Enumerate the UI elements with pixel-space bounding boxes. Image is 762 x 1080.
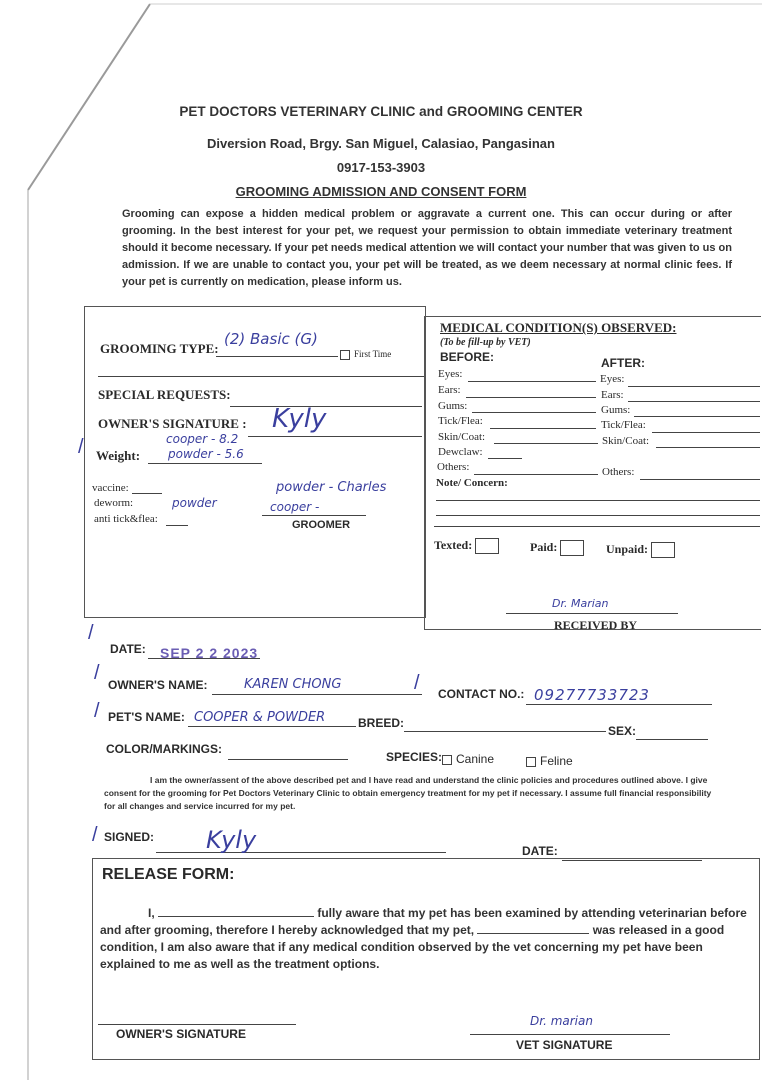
before-skin-label: Skin/Coat: — [438, 431, 486, 443]
owners-signature-label: OWNER'S SIGNATURE : — [98, 416, 247, 431]
before-others-line — [474, 474, 598, 475]
vet-signature-value[interactable]: Dr. marian — [530, 1014, 593, 1028]
owner-name-value[interactable]: KAREN CHONG — [244, 677, 342, 692]
owner-name-line — [212, 694, 422, 695]
breed-line — [404, 731, 606, 732]
species-label: SPECIES: — [386, 750, 443, 764]
canine-checkbox[interactable] — [442, 755, 452, 765]
vet-signature-line — [470, 1034, 670, 1035]
groomer-line — [262, 515, 366, 516]
note-line-2 — [436, 515, 760, 516]
feline-checkbox[interactable] — [526, 757, 536, 767]
unpaid-checkbox[interactable] — [651, 542, 675, 558]
medical-subtitle: (To be fill-up by VET) — [440, 337, 531, 348]
release-name-blank[interactable] — [158, 906, 314, 917]
release-paragraph — [100, 905, 750, 973]
weight-check-mark: / — [78, 436, 84, 458]
contact-label: CONTACT NO.: — [438, 687, 525, 701]
received-by-signature[interactable]: Dr. Marian — [552, 597, 609, 610]
after-others-label: Others: — [602, 466, 635, 478]
sex-line — [636, 739, 708, 740]
signed-line — [156, 852, 446, 853]
first-time-label: First Time — [354, 349, 392, 359]
owner-signature-label: OWNER'S SIGNATURE — [116, 1027, 246, 1041]
signed-check-mark: / — [92, 824, 98, 846]
date-check-mark: / — [88, 622, 94, 644]
before-ears-label: Ears: — [438, 384, 461, 396]
paid-field[interactable] — [530, 540, 584, 556]
note-concern-label: Note/ Concern: — [436, 477, 508, 489]
after-ears-label: Ears: — [601, 389, 624, 401]
grooming-type-line-2 — [98, 376, 424, 377]
before-tick-line — [490, 428, 596, 429]
weight-label: Weight: — [96, 448, 141, 463]
before-eyes-label: Eyes: — [438, 368, 463, 380]
after-gums-label: Gums: — [601, 404, 631, 416]
unpaid-label: Unpaid: — [606, 542, 649, 556]
contact-line — [526, 704, 712, 705]
clinic-address: Diversion Road, Brgy. San Miguel, Calasiao, Pangasinan — [207, 136, 555, 151]
pet-name-value[interactable]: COOPER & POWDER — [194, 710, 326, 725]
before-skin-line — [494, 443, 598, 444]
after-skin-line — [656, 447, 760, 448]
consent-text: I am the owner/assent of the above described pet and I have read and understand the clinic policies and procedures outlined above. I give consent for the grooming for Pet Doctors Veterinary Clinic to obtain emergency treatment for my pet if necessary. I assume full financial responsibility for all changes and service incurred for my pet. — [104, 775, 712, 811]
owner-check-mark: / — [94, 662, 100, 684]
deworm-value[interactable]: powder — [172, 496, 217, 510]
pet-name-line — [188, 726, 356, 727]
canine-label: Canine — [456, 752, 495, 766]
after-gums-line — [634, 416, 760, 417]
date-label: DATE: — [110, 642, 146, 656]
antitick-line — [166, 525, 188, 526]
release-text-2: fully aware that my pet has been examined by attending veterinarian before and after grooming, therefore I hereby acknowledged that my pet, — [100, 906, 747, 937]
received-by-label: RECEIVED BY — [554, 618, 638, 632]
medical-title: MEDICAL CONDITION(S) OBSERVED: — [440, 320, 677, 335]
form-title-text: GROOMING ADMISSION AND CONSENT FORM — [235, 184, 527, 199]
clinic-name: PET DOCTORS VETERINARY CLINIC and GROOMING CENTER — [179, 104, 583, 119]
before-label: BEFORE: — [440, 350, 494, 364]
release-text-1: I, — [148, 906, 155, 920]
after-others-line — [640, 479, 760, 480]
texted-field[interactable] — [434, 538, 499, 554]
feline-label: Feline — [540, 754, 573, 768]
after-label: AFTER: — [601, 356, 645, 370]
paid-label: Paid: — [530, 540, 558, 554]
first-time-checkbox[interactable] — [340, 350, 350, 360]
after-eyes-label: Eyes: — [600, 373, 625, 385]
vaccine-line — [132, 493, 162, 494]
before-others-label: Others: — [437, 461, 470, 473]
paid-checkbox[interactable] — [560, 540, 584, 556]
pet-check-mark: / — [94, 700, 100, 722]
intro-paragraph: Grooming can expose a hidden medical problem or aggravate a current one. This can occur during or after grooming. In the best interest for your pet, we request your permission to obtain immediate veterinary treatment should it become necessary. If your pet needs medical attention we will contact your number that was given to us on admission. If we are unable to contact you, your pet will be treated, as we deem necessary at normal clinic fees. If your pet is currently on medication, please inform us. — [122, 208, 732, 288]
release-form-title: RELEASE FORM: — [102, 866, 235, 883]
pet-name-label: PET'S NAME: — [108, 710, 185, 724]
before-ears-line — [466, 397, 596, 398]
signed-label: SIGNED: — [104, 830, 155, 844]
after-eyes-line — [628, 386, 760, 387]
owners-signature-value[interactable]: Kyly — [272, 404, 327, 434]
date-stamp[interactable]: SEP 2 2 2023 — [160, 645, 259, 661]
deworm-label: deworm: — [94, 497, 134, 509]
feline-option[interactable] — [526, 754, 573, 768]
contact-value[interactable]: 09277733723 — [534, 686, 650, 704]
special-requests-label: SPECIAL REQUESTS: — [98, 387, 231, 402]
after-tick-line — [652, 432, 760, 433]
date2-label: DATE: — [522, 844, 558, 858]
contact-check-mark: / — [414, 672, 420, 694]
note-line-3 — [434, 526, 760, 527]
color-label: COLOR/MARKINGS: — [106, 742, 222, 756]
grooming-type-label: GROOMING TYPE: — [100, 341, 219, 356]
groomer-label: GROOMER — [292, 519, 351, 531]
grooming-type-line — [216, 356, 338, 357]
before-tick-label: Tick/Flea: — [438, 415, 483, 427]
vaccine-label: vaccine: — [92, 482, 129, 494]
note-line-1 — [436, 500, 760, 501]
owner-signature-line — [98, 1024, 296, 1025]
color-line — [228, 759, 348, 760]
weight-line — [148, 463, 262, 464]
groomer-cooper[interactable]: cooper - — [270, 500, 320, 514]
before-dewclaw-line — [488, 458, 522, 459]
owners-signature-line — [248, 436, 422, 437]
groomer-powder[interactable]: powder - Charles — [276, 480, 387, 495]
before-eyes-line — [468, 381, 596, 382]
grooming-type-value[interactable]: (2) Basic (G) — [224, 330, 318, 348]
after-ears-line — [628, 401, 760, 402]
unpaid-field[interactable] — [606, 542, 675, 558]
before-gums-line — [472, 412, 596, 413]
canine-option[interactable] — [442, 752, 494, 766]
sex-label: SEX: — [608, 724, 637, 738]
form-title — [0, 184, 762, 199]
antitick-label: anti tick&flea: — [94, 513, 158, 525]
after-skin-label: Skin/Coat: — [602, 435, 650, 447]
clinic-phone: 0917-153-3903 — [336, 160, 426, 175]
release-pet-blank[interactable] — [477, 923, 589, 934]
before-dewclaw-label: Dewclaw: — [438, 446, 483, 458]
after-tick-label: Tick/Flea: — [601, 419, 646, 431]
before-gums-label: Gums: — [438, 400, 468, 412]
owner-name-label: OWNER'S NAME: — [108, 678, 208, 692]
texted-label: Texted: — [434, 538, 473, 552]
weight-powder[interactable]: powder - 5.6 — [168, 447, 244, 461]
release-text-3: was released in a good condition, I am also aware that if any medical condition observed by the vet concerning my pet have been explained to me as well as the treatment options. — [100, 923, 725, 971]
vet-signature-label: VET SIGNATURE — [516, 1038, 613, 1052]
received-by-line — [506, 613, 678, 614]
breed-label: BREED: — [358, 716, 405, 730]
texted-checkbox[interactable] — [475, 538, 499, 554]
weight-cooper[interactable]: cooper - 8.2 — [166, 432, 239, 446]
signed-value[interactable]: Kyly — [206, 826, 257, 854]
first-time-option[interactable] — [340, 349, 391, 360]
